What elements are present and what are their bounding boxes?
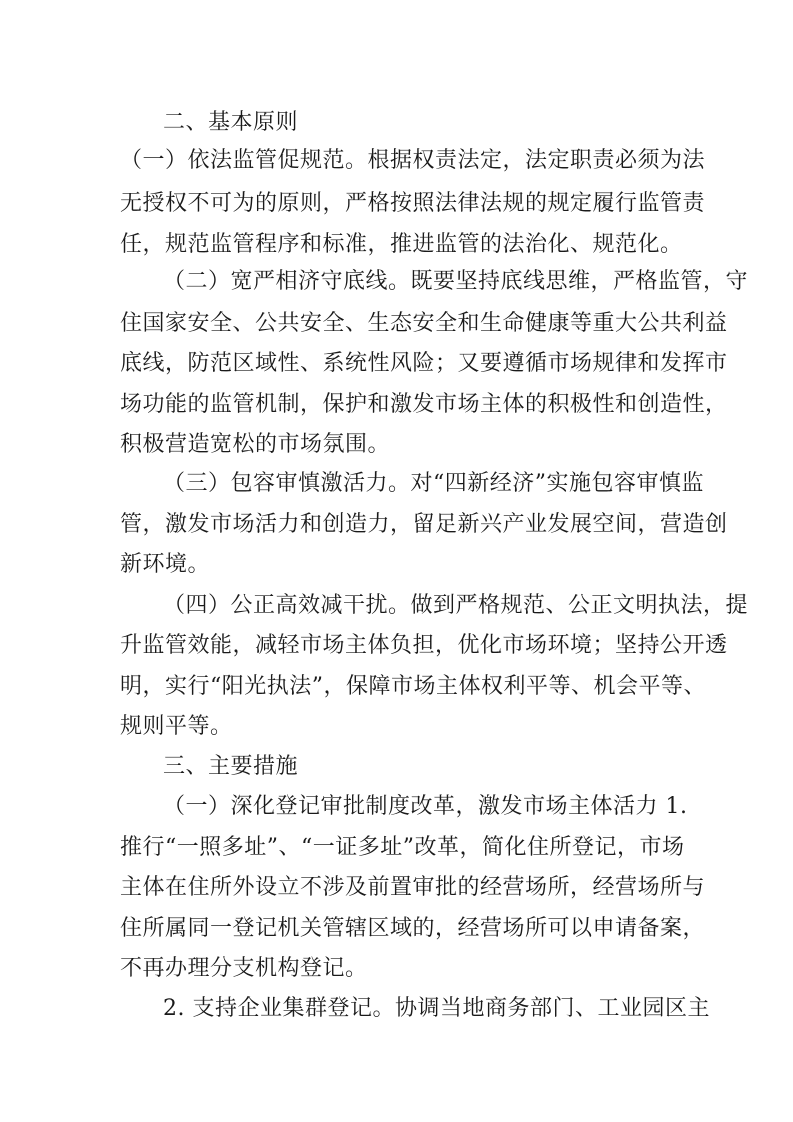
paragraph-line: 住国家安全、公共安全、生态安全和生命健康等重大公共利益: [120, 311, 728, 336]
paragraph-line: （一）依法监管促规范。根据权责法定，法定职责必须为法: [120, 148, 706, 173]
paragraph-line: 底线，防范区域性、系统性风险；又要遵循市场规律和发挥市: [120, 351, 728, 376]
paragraph-line: 任，规范监管程序和标准，推进监管的法治化、规范化。: [120, 232, 683, 257]
paragraph-line: 管，激发市场活力和创造力，留足新兴产业发展空间，营造创: [120, 512, 728, 537]
section-heading-basic-principles: 二、基本原则: [163, 110, 299, 135]
paragraph-line: （二）宽严相济守底线。既要坚持底线思维，严格监管，守: [163, 269, 749, 294]
paragraph-line: 明，实行“阳光执法”，保障市场主体权利平等、机会平等、: [120, 674, 706, 699]
paragraph-line: 场功能的监管机制，保护和激发市场主体的积极性和创造性，: [120, 392, 728, 417]
paragraph-line: （一）深化登记审批制度改革，激发市场主体活力 1.: [163, 794, 688, 819]
paragraph-line: 积极营造宽松的市场氛围。: [120, 432, 391, 457]
paragraph-line: （四）公正高效减干扰。做到严格规范、公正文明执法，提: [163, 593, 749, 618]
paragraph-line: 升监管效能，减轻市场主体负担，优化市场环境；坚持公开透: [120, 633, 728, 658]
paragraph-line: （三）包容审慎激活力。对“四新经济”实施包容审慎监: [163, 471, 704, 496]
paragraph-line: 推行“一照多址”、“一证多址”改革，简化住所登记，市场: [120, 835, 685, 860]
paragraph-line: 主体在住所外设立不涉及前置审批的经营场所，经营场所与: [120, 875, 706, 900]
paragraph-line: 无授权不可为的原则，严格按照法律法规的规定履行监管责: [120, 191, 706, 216]
paragraph-line: 不再办理分支机构登记。: [120, 956, 368, 981]
section-heading-main-measures: 三、主要措施: [163, 754, 299, 779]
paragraph-line: 2. 支持企业集群登记。协调当地商务部门、工业园区主: [163, 996, 710, 1021]
paragraph-line: 住所属同一登记机关管辖区域的，经营场所可以申请备案，: [120, 916, 706, 941]
paragraph-line: 规则平等。: [120, 714, 233, 739]
paragraph-line: 新环境。: [120, 552, 211, 577]
